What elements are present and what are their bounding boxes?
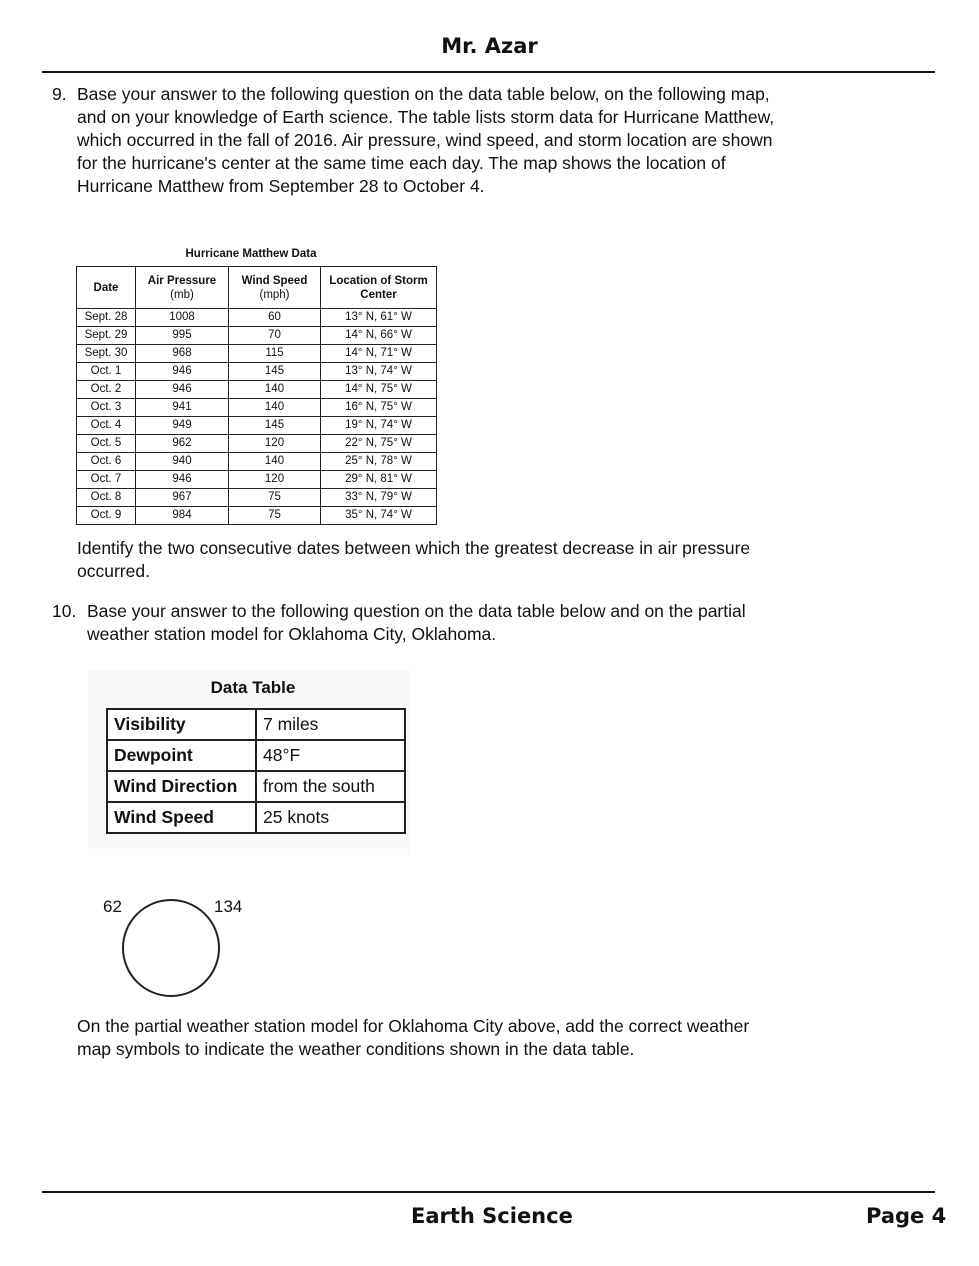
station-pressure: 134 bbox=[214, 897, 243, 916]
table-row: Oct. 1 946 145 13° N, 74° W bbox=[77, 363, 437, 381]
table-row: Oct. 2 946 140 14° N, 75° W bbox=[77, 381, 437, 399]
page-header-title: Mr. Azar bbox=[441, 34, 538, 58]
footer-divider bbox=[42, 1191, 935, 1193]
question-text-line: Base your answer to the following question on the data table below, on the following map, bbox=[77, 84, 770, 104]
question-10-prompt bbox=[77, 1015, 937, 1061]
column-header-date: Date bbox=[77, 267, 136, 309]
weather-table-caption: Data Table bbox=[210, 678, 296, 697]
table-row: Oct. 7 946 120 29° N, 81° W bbox=[77, 471, 437, 489]
question-text-line: map symbols to indicate the weather conditions shown in the data table. bbox=[77, 1039, 635, 1059]
question-text-line: Identify the two consecutive dates between which the greatest decrease in air pressure bbox=[77, 538, 751, 558]
question-9 bbox=[52, 83, 932, 203]
question-text-line: which occurred in the fall of 2016. Air pressure, wind speed, and storm location are shown bbox=[77, 130, 773, 150]
question-text-line: Base your answer to the following question on the data table below and on the partial bbox=[87, 601, 746, 621]
footer-page-number: Page 4 bbox=[866, 1204, 947, 1228]
station-circle-icon bbox=[121, 898, 221, 998]
table-row: Wind Speed 25 knots bbox=[107, 802, 405, 833]
table-row: Oct. 9 984 75 35° N, 74° W bbox=[77, 507, 437, 525]
weather-data-table-figure bbox=[88, 670, 410, 855]
column-header-air-pressure: Air Pressure (mb) bbox=[136, 267, 229, 309]
table-row: Oct. 5 962 120 22° N, 75° W bbox=[77, 435, 437, 453]
question-text-line: occurred. bbox=[77, 561, 150, 581]
header-divider bbox=[42, 71, 935, 73]
column-header-wind-speed: Wind Speed (mph) bbox=[229, 267, 321, 309]
table-row: Oct. 8 967 75 33° N, 79° W bbox=[77, 489, 437, 507]
table-row: Visibility 7 miles bbox=[107, 709, 405, 740]
question-text-line: for the hurricane's center at the same time each day. The map shows the location of bbox=[77, 153, 726, 173]
table-row: Oct. 6 940 140 25° N, 78° W bbox=[77, 453, 437, 471]
table-row: Wind Direction from the south bbox=[107, 771, 405, 802]
table-row: Sept. 28 1008 60 13° N, 61° W bbox=[77, 309, 437, 327]
table-row: Dewpoint 48°F bbox=[107, 740, 405, 771]
question-number: 10. bbox=[52, 601, 77, 621]
partial-station-model bbox=[90, 885, 260, 1005]
question-text-line: On the partial weather station model for Oklahoma City above, add the correct weather bbox=[77, 1016, 750, 1036]
table-row: Sept. 29 995 70 14° N, 66° W bbox=[77, 327, 437, 345]
footer-subject: Earth Science bbox=[411, 1204, 573, 1228]
column-header-location: Location of Storm Center bbox=[321, 267, 437, 309]
question-text-line: weather station model for Oklahoma City, Oklahoma. bbox=[87, 624, 497, 644]
table-row: Sept. 30 968 115 14° N, 71° W bbox=[77, 345, 437, 363]
question-10 bbox=[52, 600, 932, 650]
hurricane-data-table bbox=[76, 266, 437, 525]
question-9-prompt bbox=[77, 537, 937, 583]
hurricane-table-caption: Hurricane Matthew Data bbox=[185, 248, 317, 260]
question-text-line: Hurricane Matthew from September 28 to October 4. bbox=[77, 176, 485, 196]
question-number: 9. bbox=[52, 84, 67, 104]
station-temperature: 62 bbox=[103, 897, 122, 916]
table-row: Oct. 3 941 140 16° N, 75° W bbox=[77, 399, 437, 417]
weather-data-table bbox=[106, 708, 406, 834]
question-text-line: and on your knowledge of Earth science. The table lists storm data for Hurricane Matthew, bbox=[77, 107, 775, 127]
table-row: Oct. 4 949 145 19° N, 74° W bbox=[77, 417, 437, 435]
